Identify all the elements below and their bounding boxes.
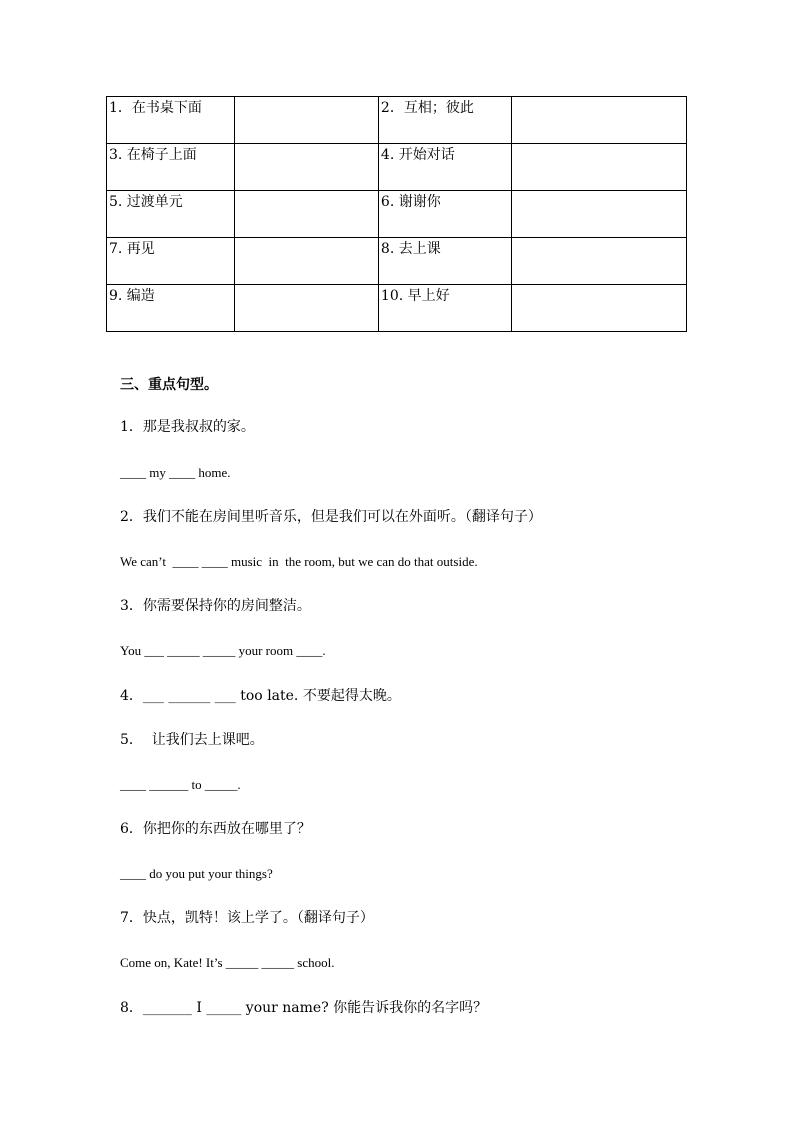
question-2-zh: 2．我们不能在房间里听音乐，但是我们可以在外面听。（翻译句子）	[120, 509, 542, 525]
answer-cell[interactable]	[235, 238, 378, 285]
question-7-zh: 7．快点，凯特！该上学了。（翻译句子）	[120, 910, 374, 926]
question-1-en: ____ my ____ home.	[120, 465, 231, 480]
table-row	[107, 238, 687, 285]
table-cell: 2．互相；彼此	[378, 97, 511, 144]
answer-cell[interactable]	[512, 191, 687, 238]
question-2-en: We can’t ____ ____ music in the room, but we can do that outside.	[120, 554, 478, 569]
question-3-en: You ___ _____ _____ your room ____.	[120, 643, 326, 658]
question-6-en: ____ do you put your things?	[120, 866, 273, 881]
table-cell: 10. 早上好	[378, 285, 511, 332]
answer-cell[interactable]	[512, 238, 687, 285]
question-5-en: ____ ______ to _____.	[120, 777, 241, 792]
table-cell: 6. 谢谢你	[378, 191, 511, 238]
answer-cell[interactable]	[512, 285, 687, 332]
table-row	[107, 285, 687, 332]
question-6-zh: 6．你把你的东西放在哪里了？	[120, 821, 311, 837]
table-cell: 9. 编造	[107, 285, 235, 332]
question-7-en: Come on, Kate! It’s _____ _____ school.	[120, 955, 335, 970]
table-row	[107, 191, 687, 238]
question-4: 4．___ ______ ___ too late. 不要起得太晚。	[120, 688, 401, 704]
table-row	[107, 144, 687, 191]
answer-cell[interactable]	[512, 144, 687, 191]
question-1-zh: 1．那是我叔叔的家。	[120, 419, 255, 435]
vocab-table	[106, 96, 687, 332]
section-title: 三、重点句型。	[120, 377, 218, 393]
question-5-zh: 5． 让我们去上课吧。	[120, 732, 264, 748]
answer-cell[interactable]	[235, 144, 378, 191]
answer-cell[interactable]	[235, 285, 378, 332]
table-cell: 4. 开始对话	[378, 144, 511, 191]
answer-cell[interactable]	[512, 97, 687, 144]
table-cell: 1．在书桌下面	[107, 97, 235, 144]
table-cell: 7. 再见	[107, 238, 235, 285]
table-cell: 3. 在椅子上面	[107, 144, 235, 191]
table-cell: 5. 过渡单元	[107, 191, 235, 238]
question-8: 8．_______ I _____ your name? 你能告诉我你的名字吗？	[120, 1000, 488, 1016]
table-cell: 8. 去上课	[378, 238, 511, 285]
table-row	[107, 97, 687, 144]
answer-cell[interactable]	[235, 97, 378, 144]
answer-cell[interactable]	[235, 191, 378, 238]
question-3-zh: 3．你需要保持你的房间整洁。	[120, 598, 311, 614]
